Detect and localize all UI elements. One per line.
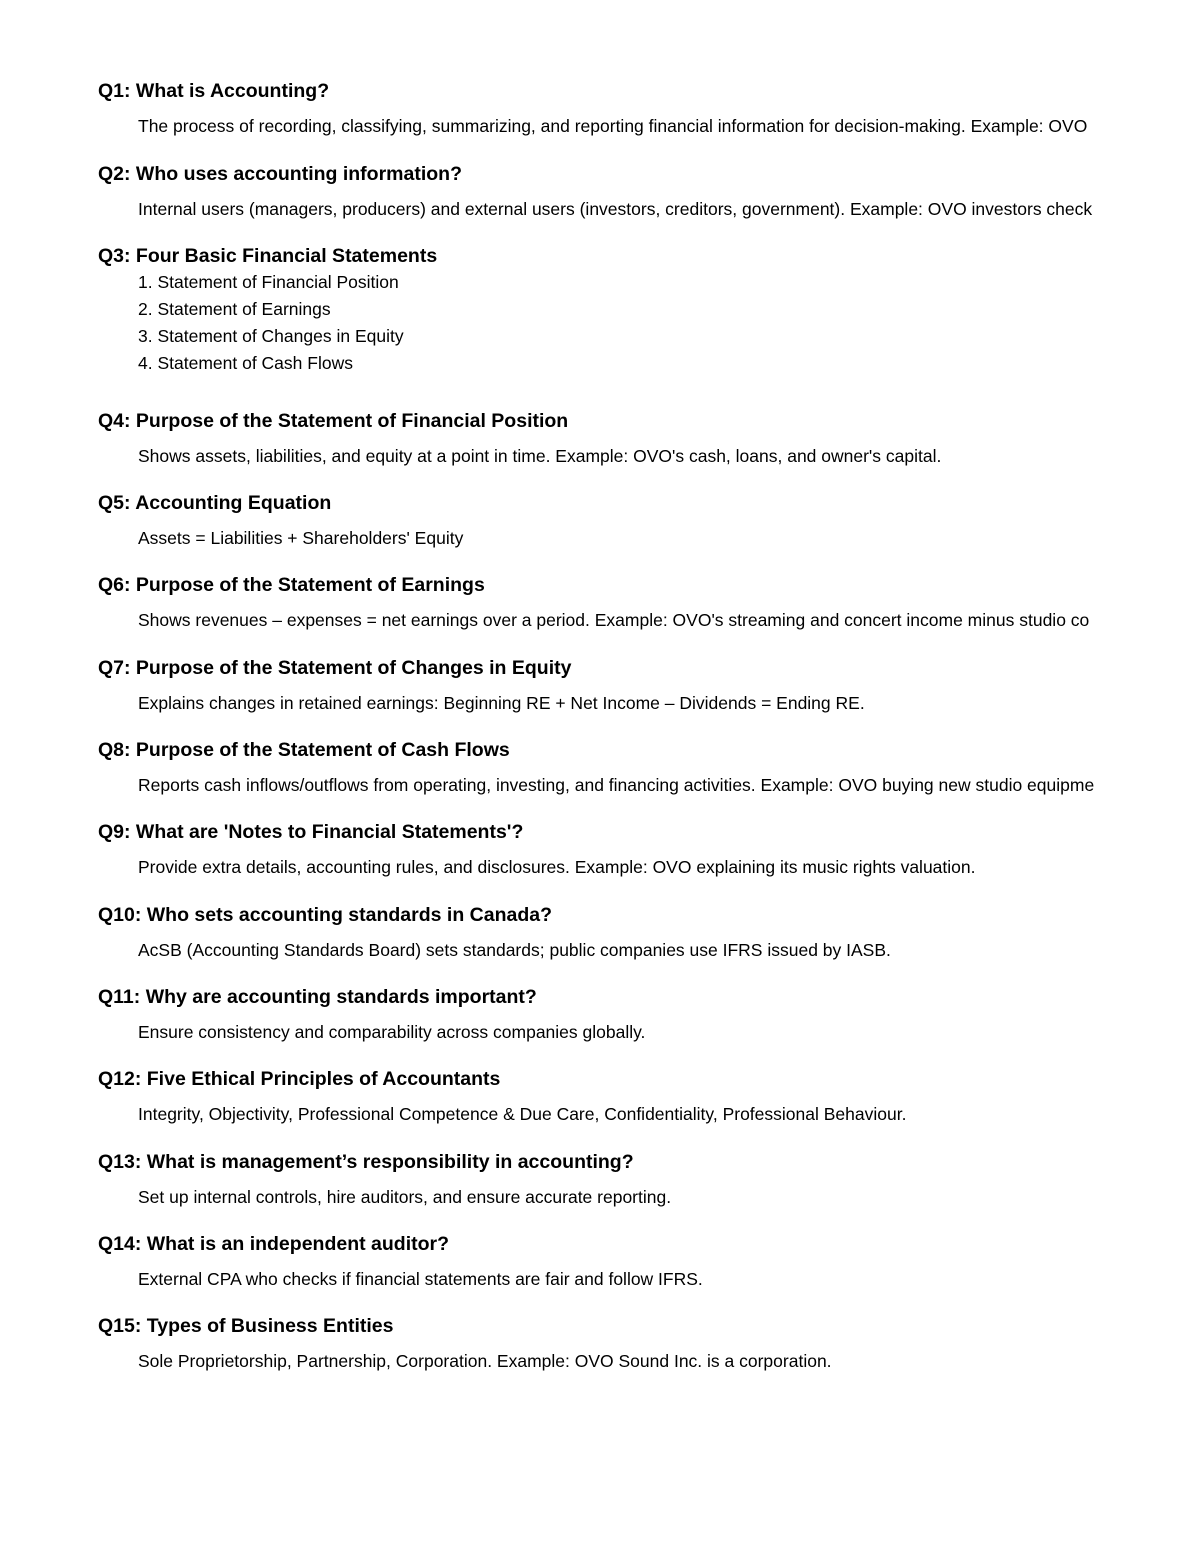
qa-item-11 xyxy=(98,985,1200,1042)
answer-text: Integrity, Objectivity, Professional Competence & Due Care, Confidentiality, Professional Behaviour. xyxy=(138,1104,907,1124)
question-heading: Q3: Four Basic Financial Statements xyxy=(98,245,438,267)
question-heading: Q13: What is management’s responsibility in accounting? xyxy=(98,1151,634,1173)
qa-item-8 xyxy=(98,738,1200,795)
question-heading: Q15: Types of Business Entities xyxy=(98,1315,394,1337)
list-item: 2. Statement of Earnings xyxy=(138,299,331,319)
question-heading: Q11: Why are accounting standards important? xyxy=(98,986,537,1008)
statement-list xyxy=(138,269,404,377)
question-heading: Q4: Purpose of the Statement of Financial Position xyxy=(98,410,569,432)
answer-text: Reports cash inflows/outflows from operating, investing, and financing activities. Example: OVO buying new studio equipme xyxy=(138,775,1095,795)
answer-text: The process of recording, classifying, summarizing, and reporting financial information for decision-making. Example: OVO xyxy=(138,116,1088,136)
answer-text: Provide extra details, accounting rules, and disclosures. Example: OVO explaining its music rights valuation. xyxy=(138,857,976,877)
answer-text: AcSB (Accounting Standards Board) sets standards; public companies use IFRS issued by IASB. xyxy=(138,940,891,960)
question-heading: Q9: What are 'Notes to Financial Statements'? xyxy=(98,821,524,843)
qa-item-4 xyxy=(98,409,1200,466)
question-heading: Q2: Who uses accounting information? xyxy=(98,163,463,185)
answer-text: Explains changes in retained earnings: Beginning RE + Net Income – Dividends = Ending RE. xyxy=(138,693,865,713)
question-heading: Q6: Purpose of the Statement of Earnings xyxy=(98,574,485,596)
answer-text: Shows revenues – expenses = net earnings over a period. Example: OVO's streaming and concert income minus studio co xyxy=(138,610,1090,630)
question-heading: Q14: What is an independent auditor? xyxy=(98,1233,450,1255)
qa-item-6 xyxy=(98,573,1200,630)
question-heading: Q8: Purpose of the Statement of Cash Flows xyxy=(98,739,510,761)
answer-text: Ensure consistency and comparability across companies globally. xyxy=(138,1022,646,1042)
qa-item-13 xyxy=(98,1150,1200,1207)
question-heading: Q7: Purpose of the Statement of Changes in Equity xyxy=(98,657,572,679)
qa-item-3 xyxy=(98,244,1200,373)
list-item: 1. Statement of Financial Position xyxy=(138,272,399,292)
question-heading: Q10: Who sets accounting standards in Canada? xyxy=(98,904,552,926)
answer-text: Set up internal controls, hire auditors, and ensure accurate reporting. xyxy=(138,1187,672,1207)
qa-item-15 xyxy=(98,1314,1200,1371)
answer-text: Assets = Liabilities + Shareholders' Equity xyxy=(138,528,464,548)
qa-item-12 xyxy=(98,1067,1200,1124)
qa-item-7 xyxy=(98,656,1200,713)
answer-text: Shows assets, liabilities, and equity at a point in time. Example: OVO's cash, loans, and owner's capital. xyxy=(138,446,942,466)
qa-item-14 xyxy=(98,1232,1200,1289)
question-heading: Q12: Five Ethical Principles of Accountants xyxy=(98,1068,501,1090)
answer-text: Internal users (managers, producers) and external users (investors, creditors, government). Example: OVO investors check xyxy=(138,199,1093,219)
list-item: 3. Statement of Changes in Equity xyxy=(138,326,404,346)
qa-item-1 xyxy=(98,79,1200,136)
qa-item-5 xyxy=(98,491,1200,548)
question-heading: Q1: What is Accounting? xyxy=(98,80,330,102)
answer-text: External CPA who checks if financial statements are fair and follow IFRS. xyxy=(138,1269,703,1289)
qa-item-9 xyxy=(98,820,1200,877)
qa-item-10 xyxy=(98,903,1200,960)
qa-item-2 xyxy=(98,162,1200,219)
answer-text: Sole Proprietorship, Partnership, Corporation. Example: OVO Sound Inc. is a corporation. xyxy=(138,1351,832,1371)
list-item: 4. Statement of Cash Flows xyxy=(138,353,353,373)
question-heading: Q5: Accounting Equation xyxy=(98,492,332,514)
